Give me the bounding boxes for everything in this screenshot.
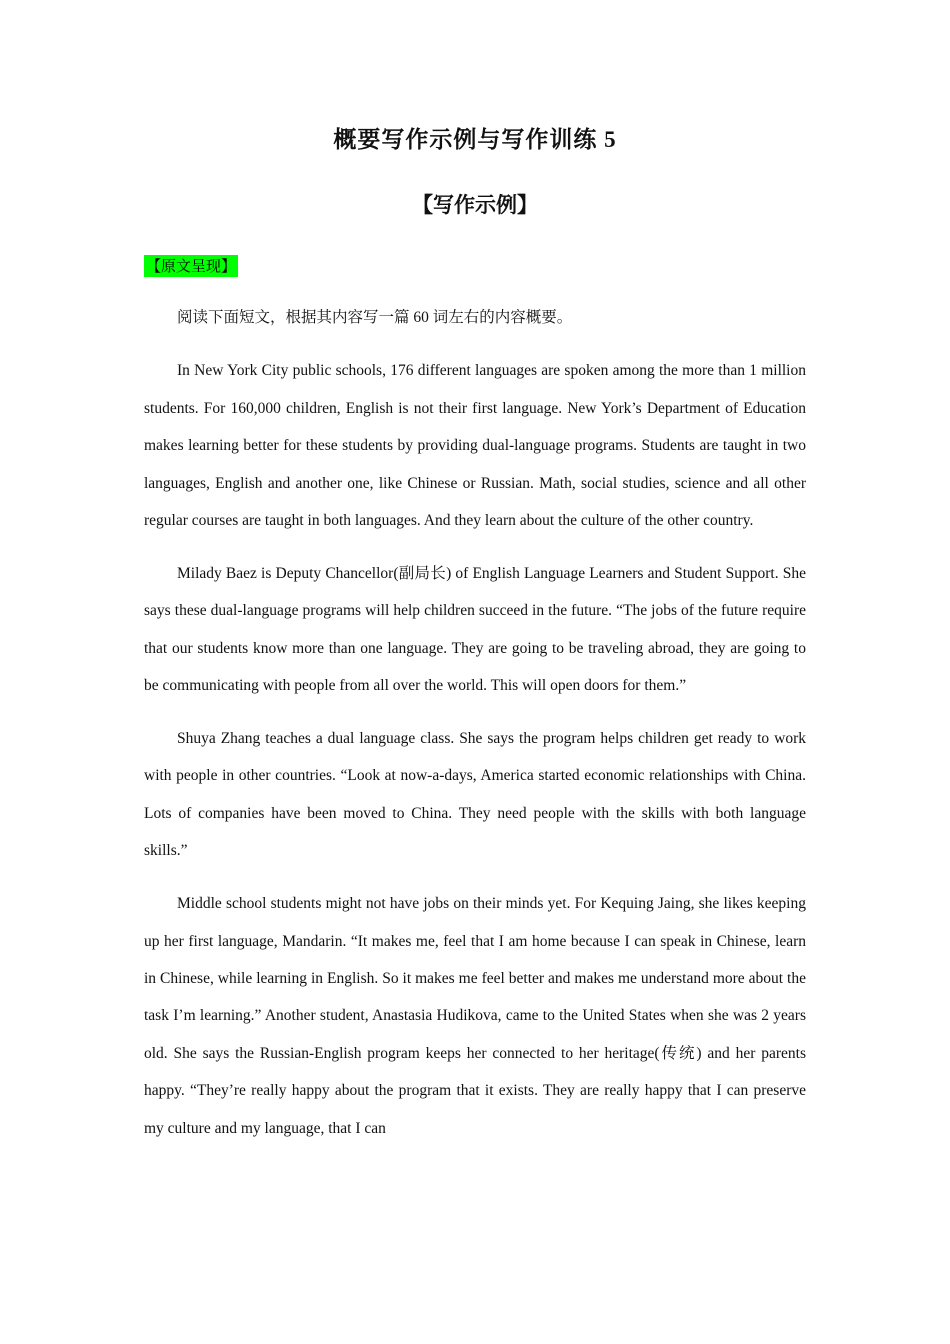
document-title: 概要写作示例与写作训练 5: [333, 127, 617, 152]
paragraph-2: Milady Baez is Deputy Chancellor(副局长) of English Language Learners and Student Support. She says these dual-language programs will help children succeed in the future. “The jobs of the future require that our students know more than one language. They are going to be traveling abroad, they are going to be communicating with people from all over the world. This will open doors for them.”: [144, 564, 806, 695]
paragraph-1: In New York City public schools, 176 different languages are spoken among the more than 1 million students. For 160,000 children, English is not their first language. New York’s Department of Education makes learning better for these students by providing dual-language programs. Students are taught in two languages, English and another one, like Chinese or Russian. Math, social studies, science and all other regular courses are taught in both languages. And they learn about the culture of the other country.: [144, 362, 806, 530]
task-instruction: 阅读下面短文，根据其内容写一篇 60 词左右的内容概要。: [177, 309, 573, 326]
original-text-tag: 【原文呈现】: [146, 257, 237, 275]
paragraph-4: Middle school students might not have jobs on their minds yet. For Kequing Jaing, she likes keeping up her first language, Mandarin. “It makes me, feel that I am home because I can speak in Chinese, learn in Chinese, while learning in English. So it makes me feel better and makes me understand more about the task I’m learning.” Another student, Anastasia Hudikova, came to the United States when she was 2 years old. She says the Russian-English program keeps her connected to her heritage(传统) and her parents happy. “They’re really happy about the program that it exists. They are really happy that I can preserve my culture and my language, that I can: [144, 895, 806, 1137]
paragraph-3: Shuya Zhang teaches a dual language class. She says the program helps children get ready to work with people in other countries. “Look at now-a-days, America started economic relationships with China. Lots of companies have been moved to China. They need people with the skills with both language skills.”: [144, 730, 806, 860]
section-heading: 【写作示例】: [412, 193, 538, 217]
document-body: [144, 299, 806, 1163]
